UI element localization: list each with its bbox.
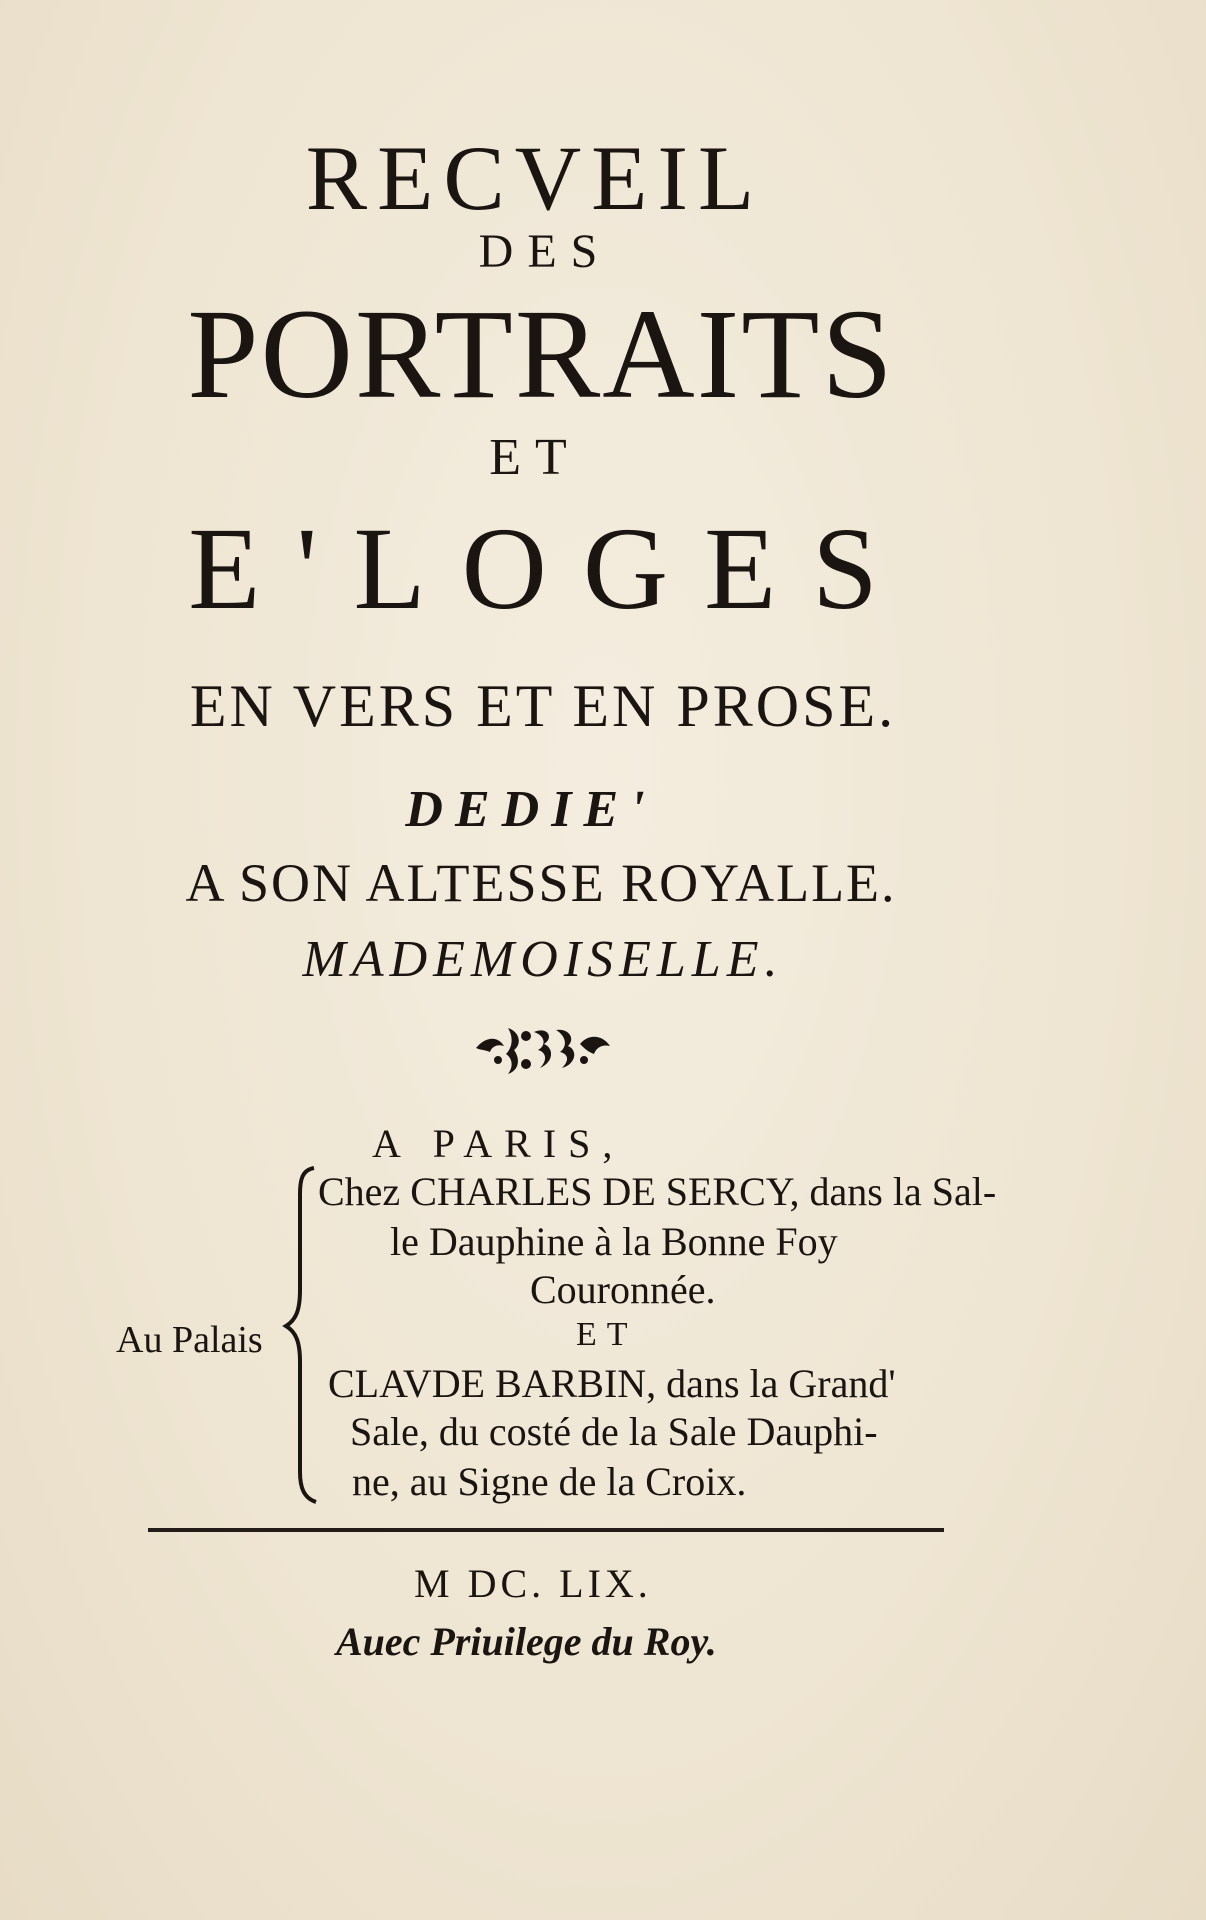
title-eloges: E'LOGES <box>188 503 914 634</box>
publication-date: M DC. LIX. <box>414 1561 652 1606</box>
imprint-line-7: ne, au Signe de la Croix. <box>352 1459 747 1504</box>
title-en-vers-et-en-prose: EN VERS ET EN PROSE. <box>189 673 897 739</box>
imprint-line-2: le Dauphine à la Bonne Foy <box>390 1219 838 1264</box>
imprint-line-1: Chez CHARLES DE SERCY, dans la Sal- <box>318 1169 997 1214</box>
imprint-line-5: CLAVDE BARBIN, dans la Grand' <box>328 1361 896 1406</box>
title-portraits: PORTRAITS <box>187 283 895 425</box>
title-recueil: RECVEIL <box>305 127 765 229</box>
horizontal-rule <box>148 1528 944 1532</box>
title-dedicatee: A SON ALTESSE ROYALLE. <box>185 853 897 913</box>
title-dedie: DEDIE' <box>405 781 657 838</box>
title-des: DES <box>478 225 612 278</box>
title-et: ET <box>489 429 581 486</box>
royal-privilege: Auec Priuilege du Roy. <box>336 1619 717 1664</box>
title-mademoiselle: MADEMOISELLE. <box>302 931 784 988</box>
imprint-au-palais: Au Palais <box>116 1319 263 1361</box>
imprint-line-6: Sale, du costé de la Sale Dauphi- <box>350 1409 878 1454</box>
imprint-place: A PARIS, <box>372 1121 625 1166</box>
fleuron-ornament-icon <box>468 1014 618 1084</box>
imprint-line-3: Couronnée. <box>530 1267 716 1312</box>
imprint-line-4: ET <box>576 1316 638 1353</box>
